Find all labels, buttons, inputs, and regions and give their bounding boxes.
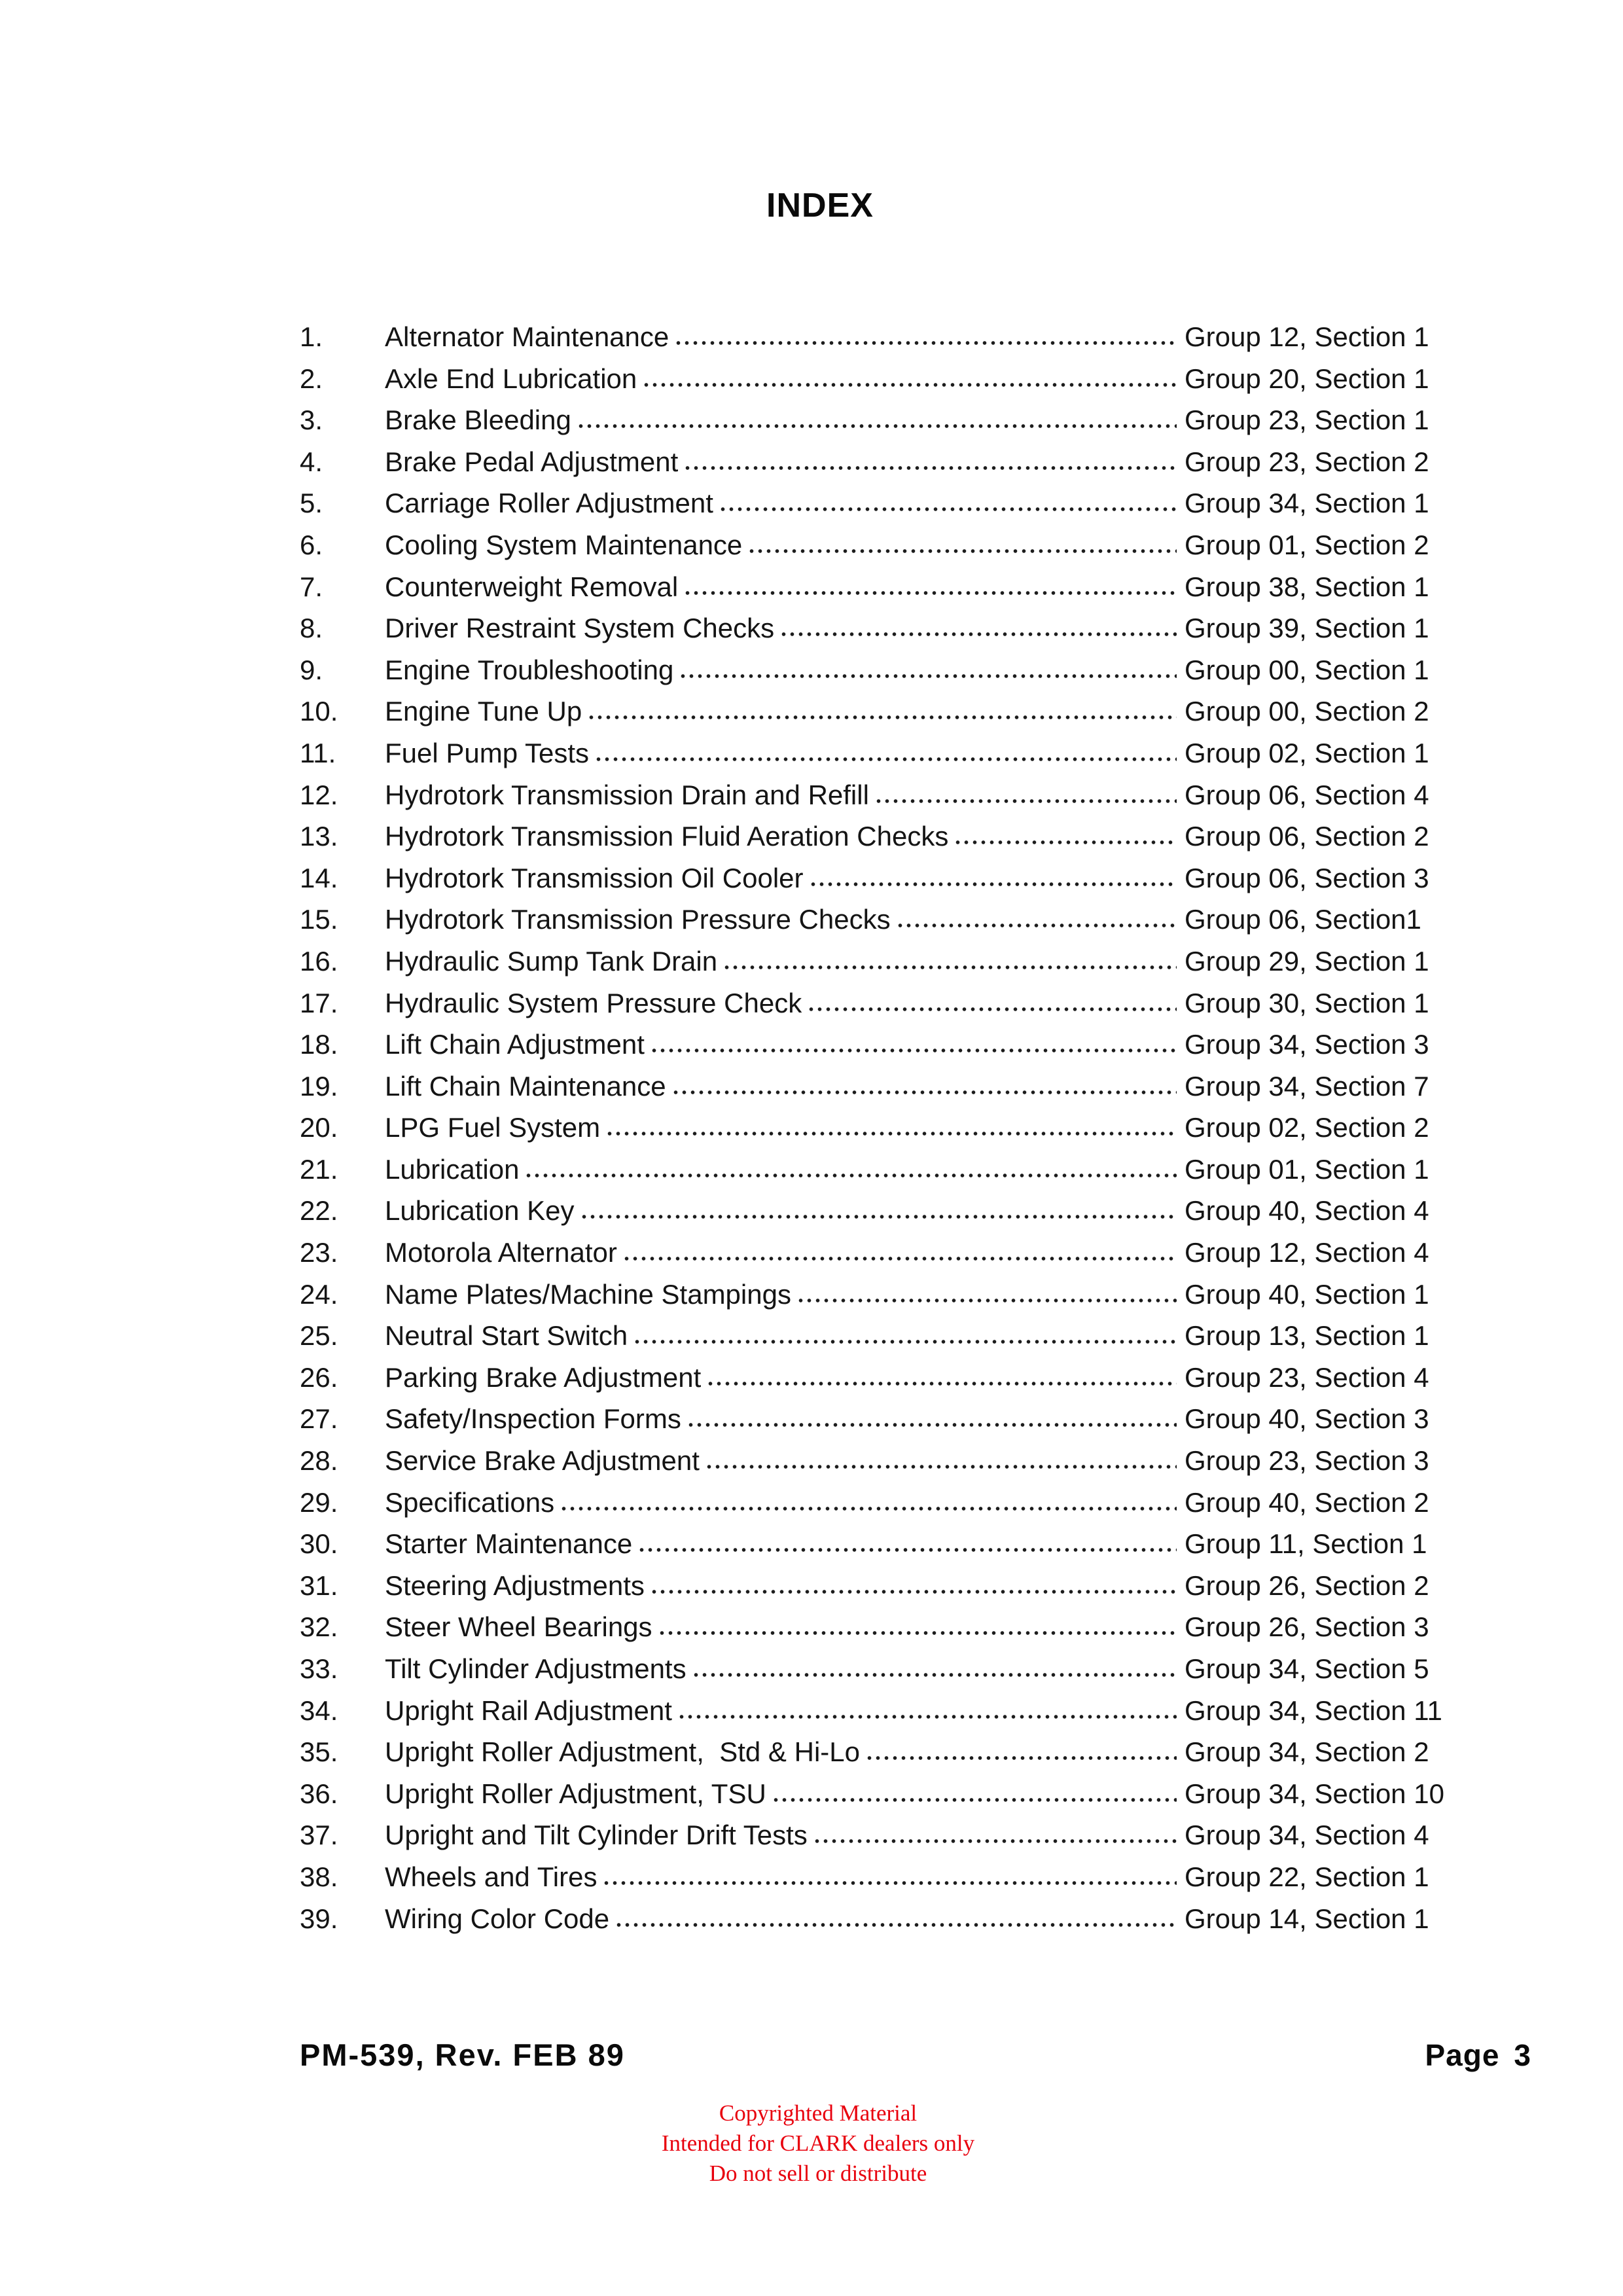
entry-number: 27. [300,1403,338,1435]
entry-group-ref: Group 30, Section 1 [1185,987,1429,1018]
index-entry-row [300,649,1512,691]
entry-group-ref: Group 34, Section 4 [1185,1820,1429,1851]
entry-title: LPG Fuel System [385,1112,601,1143]
index-entry-row [300,1648,1512,1690]
entry-group-ref: Group 40, Section 3 [1185,1403,1429,1435]
entry-number: 6. [300,529,323,560]
dot-leader [692,1672,1177,1678]
entry-number: 24. [300,1278,338,1310]
entry-title: Name Plates/Machine Stampings [385,1278,791,1310]
dot-leader [633,1338,1177,1345]
entry-number: 37. [300,1820,338,1851]
dot-leader [642,382,1177,388]
entry-title: Hydrotork Transmission Fluid Aeration Checks [385,821,949,852]
page-number [1425,2037,1531,2073]
entry-group-ref: Group 38, Section 1 [1185,571,1429,602]
entry-group-ref: Group 14, Section 1 [1185,1903,1429,1934]
index-entry-row [300,982,1512,1024]
index-entry-row [300,1565,1512,1607]
dot-leader [813,1838,1177,1844]
dot-leader [719,506,1177,512]
entry-group-ref: Group 00, Section 2 [1185,696,1429,727]
dot-leader [683,590,1177,596]
dot-leader [594,756,1177,762]
entry-title: Engine Troubleshooting [385,654,674,685]
dot-leader [602,1880,1177,1886]
index-entry-row [300,482,1512,524]
entry-number: 16. [300,945,338,977]
entry-number: 19. [300,1070,338,1102]
index-entry-row [300,316,1512,358]
index-entry-row [300,524,1512,566]
dot-leader [674,340,1177,346]
dot-leader [658,1630,1177,1636]
index-entry-row [300,358,1512,400]
entry-group-ref: Group 26, Section 2 [1185,1570,1429,1601]
index-list [300,316,1512,1939]
index-entry-row [300,1357,1512,1399]
entry-title: Upright Roller Adjustment, TSU [385,1778,766,1809]
index-entry-row [300,774,1512,816]
page-title: INDEX [766,187,874,224]
copyright-notice [0,2098,1623,2189]
entry-title: Hydraulic System Pressure Check [385,987,802,1018]
entry-number: 12. [300,779,338,810]
entry-number: 38. [300,1861,338,1892]
entry-group-ref: Group 40, Section 2 [1185,1486,1429,1518]
dot-leader [874,798,1177,804]
entry-group-ref: Group 02, Section 2 [1185,1112,1429,1143]
index-entry-row [300,607,1512,649]
entry-number: 31. [300,1570,338,1601]
entry-group-ref: Group 00, Section 1 [1185,654,1429,685]
entry-group-ref: Group 23, Section 3 [1185,1445,1429,1477]
index-entry-row [300,1232,1512,1274]
index-entry-row [300,1107,1512,1149]
entry-title: Lubrication [385,1153,520,1185]
dot-leader [622,1255,1177,1262]
entry-title: Hydrotork Transmission Oil Cooler [385,862,804,893]
dot-leader [677,1713,1177,1720]
index-entry-row [300,566,1512,608]
index-entry-row [300,941,1512,982]
page-number-label: Page [1425,2038,1500,2072]
entry-title: Cooling System Maintenance [385,529,743,560]
entry-group-ref: Group 06, Section 3 [1185,862,1429,893]
entry-title: Parking Brake Adjustment [385,1361,702,1393]
index-entry-row [300,1814,1512,1856]
entry-title: Steering Adjustments [385,1570,645,1601]
dot-leader [807,1006,1177,1013]
dot-leader [637,1547,1177,1553]
entry-number: 14. [300,862,338,893]
entry-number: 36. [300,1778,338,1809]
dot-leader [687,1422,1177,1428]
entry-title: Lift Chain Maintenance [385,1070,666,1102]
entry-group-ref: Group 29, Section 1 [1185,945,1429,977]
entry-title: Hydrotork Transmission Drain and Refill [385,779,869,810]
entry-group-ref: Group 22, Section 1 [1185,1861,1429,1892]
entry-number: 2. [300,363,323,394]
dot-leader [722,964,1177,971]
page-number-value: 3 [1514,2038,1531,2072]
index-entry-row [300,399,1512,441]
entry-group-ref: Group 40, Section 4 [1185,1195,1429,1227]
index-entry-row [300,1606,1512,1648]
index-entry-row [300,899,1512,941]
entry-number: 10. [300,696,338,727]
entry-title: Upright Rail Adjustment [385,1695,672,1726]
entry-title: Driver Restraint System Checks [385,613,775,644]
entry-number: 1. [300,321,323,352]
entry-group-ref: Group 23, Section 1 [1185,404,1429,436]
entry-group-ref: Group 34, Section 1 [1185,488,1429,519]
entry-number: 5. [300,488,323,519]
entry-group-ref: Group 34, Section 11 [1185,1695,1442,1726]
dot-leader [809,881,1177,888]
entry-title: Motorola Alternator [385,1237,617,1268]
entry-title: Tilt Cylinder Adjustments [385,1653,687,1684]
entry-group-ref: Group 02, Section 1 [1185,737,1429,768]
dot-leader [587,714,1177,721]
entry-group-ref: Group 39, Section 1 [1185,613,1429,644]
entry-title: Hydraulic Sump Tank Drain [385,945,718,977]
entry-group-ref: Group 12, Section 4 [1185,1237,1429,1268]
entry-title: Brake Pedal Adjustment [385,446,679,477]
entry-title: Starter Maintenance [385,1528,633,1560]
entry-title: Fuel Pump Tests [385,737,590,768]
dot-leader [706,1380,1177,1387]
entry-number: 17. [300,987,338,1018]
index-entry-row [300,1731,1512,1773]
index-entry-row [300,1856,1512,1898]
entry-number: 30. [300,1528,338,1560]
dot-leader [524,1172,1177,1179]
entry-title: Neutral Start Switch [385,1320,628,1352]
entry-title: Specifications [385,1486,555,1518]
entry-number: 39. [300,1903,338,1934]
index-entry-row [300,1274,1512,1316]
index-entry-row [300,857,1512,899]
entry-group-ref: Group 12, Section 1 [1185,321,1429,352]
doc-reference: PM-539, Rev. FEB 89 [300,2037,625,2072]
entry-number: 11. [300,737,336,768]
entry-number: 25. [300,1320,338,1352]
dot-leader [747,548,1177,554]
entry-group-ref: Group 34, Section 10 [1185,1778,1444,1809]
entry-number: 3. [300,404,323,436]
entry-number: 32. [300,1611,338,1643]
dot-leader [577,423,1177,429]
dot-leader [796,1297,1177,1304]
dot-leader [671,1089,1177,1096]
entry-title: Axle End Lubrication [385,363,637,394]
entry-number: 34. [300,1695,338,1726]
entry-group-ref: Group 06, Section1 [1185,904,1421,935]
entry-number: 4. [300,446,323,477]
entry-group-ref: Group 23, Section 2 [1185,446,1429,477]
entry-number: 33. [300,1653,338,1684]
index-entry-row [300,1440,1512,1482]
entry-group-ref: Group 01, Section 1 [1185,1153,1429,1185]
entry-group-ref: Group 40, Section 1 [1185,1278,1429,1310]
copyright-notice-line: Copyrighted Material [719,2100,918,2126]
entry-number: 9. [300,654,323,685]
entry-title: Steer Wheel Bearings [385,1611,652,1643]
dot-leader [954,839,1177,846]
dot-leader [865,1755,1177,1761]
entry-title: Lift Chain Adjustment [385,1029,645,1060]
index-entry-row [300,1024,1512,1066]
index-entry-row [300,816,1512,857]
dot-leader [650,1588,1177,1595]
entry-number: 18. [300,1029,338,1060]
entry-group-ref: Group 34, Section 5 [1185,1653,1429,1684]
entry-title: Upright and Tilt Cylinder Drift Tests [385,1820,808,1851]
entry-group-ref: Group 34, Section 3 [1185,1029,1429,1060]
index-entry-row [300,1190,1512,1232]
entry-title: Brake Bleeding [385,404,571,436]
index-entry-row [300,441,1512,483]
index-entry-row [300,732,1512,774]
index-entry-row [300,1482,1512,1524]
entry-group-ref: Group 13, Section 1 [1185,1320,1429,1352]
index-entry-row [300,1315,1512,1357]
entry-number: 7. [300,571,323,602]
entry-group-ref: Group 34, Section 2 [1185,1736,1429,1768]
entry-title: Wheels and Tires [385,1861,597,1892]
dot-leader [772,1797,1177,1803]
dot-leader [896,922,1177,929]
dot-leader [615,1922,1177,1928]
entry-title: Alternator Maintenance [385,321,669,352]
entry-title: Lubrication Key [385,1195,575,1227]
dot-leader [705,1463,1177,1470]
entry-group-ref: Group 34, Section 7 [1185,1070,1429,1102]
entry-title: Safety/Inspection Forms [385,1403,681,1435]
entry-number: 21. [300,1153,338,1185]
entry-group-ref: Group 01, Section 2 [1185,529,1429,560]
entry-number: 15. [300,904,338,935]
entry-group-ref: Group 26, Section 3 [1185,1611,1429,1643]
entry-number: 23. [300,1237,338,1268]
copyright-notice-line: Intended for CLARK dealers only [661,2130,975,2156]
dot-leader [683,465,1177,471]
index-entry-row [300,1773,1512,1815]
entry-number: 29. [300,1486,338,1518]
entry-number: 20. [300,1112,338,1143]
index-entry-row [300,1149,1512,1191]
index-entry-row [300,691,1512,732]
entry-group-ref: Group 23, Section 4 [1185,1361,1429,1393]
entry-title: Hydrotork Transmission Pressure Checks [385,904,891,935]
entry-number: 26. [300,1361,338,1393]
entry-title: Upright Roller Adjustment, Std & Hi-Lo [385,1736,860,1768]
entry-group-ref: Group 06, Section 2 [1185,821,1429,852]
dot-leader [650,1047,1177,1054]
index-entry-row [300,1066,1512,1107]
index-entry-row [300,1690,1512,1732]
dot-leader [605,1130,1177,1137]
entry-number: 22. [300,1195,338,1227]
dot-leader [679,673,1177,679]
dot-leader [779,631,1177,637]
dot-leader [560,1505,1177,1512]
entry-title: Engine Tune Up [385,696,582,727]
entry-group-ref: Group 06, Section 4 [1185,779,1429,810]
copyright-notice-line: Do not sell or distribute [709,2161,927,2186]
entry-title: Carriage Roller Adjustment [385,488,713,519]
entry-title: Service Brake Adjustment [385,1445,700,1477]
entry-number: 8. [300,613,323,644]
index-entry-row [300,1398,1512,1440]
index-entry-row [300,1523,1512,1565]
entry-number: 35. [300,1736,338,1768]
entry-number: 13. [300,821,338,852]
index-entry-row [300,1898,1512,1940]
dot-leader [580,1213,1177,1220]
entry-number: 28. [300,1445,338,1477]
entry-group-ref: Group 11, Section 1 [1185,1528,1427,1560]
entry-title: Counterweight Removal [385,571,679,602]
entry-title: Wiring Color Code [385,1903,610,1934]
entry-group-ref: Group 20, Section 1 [1185,363,1429,394]
